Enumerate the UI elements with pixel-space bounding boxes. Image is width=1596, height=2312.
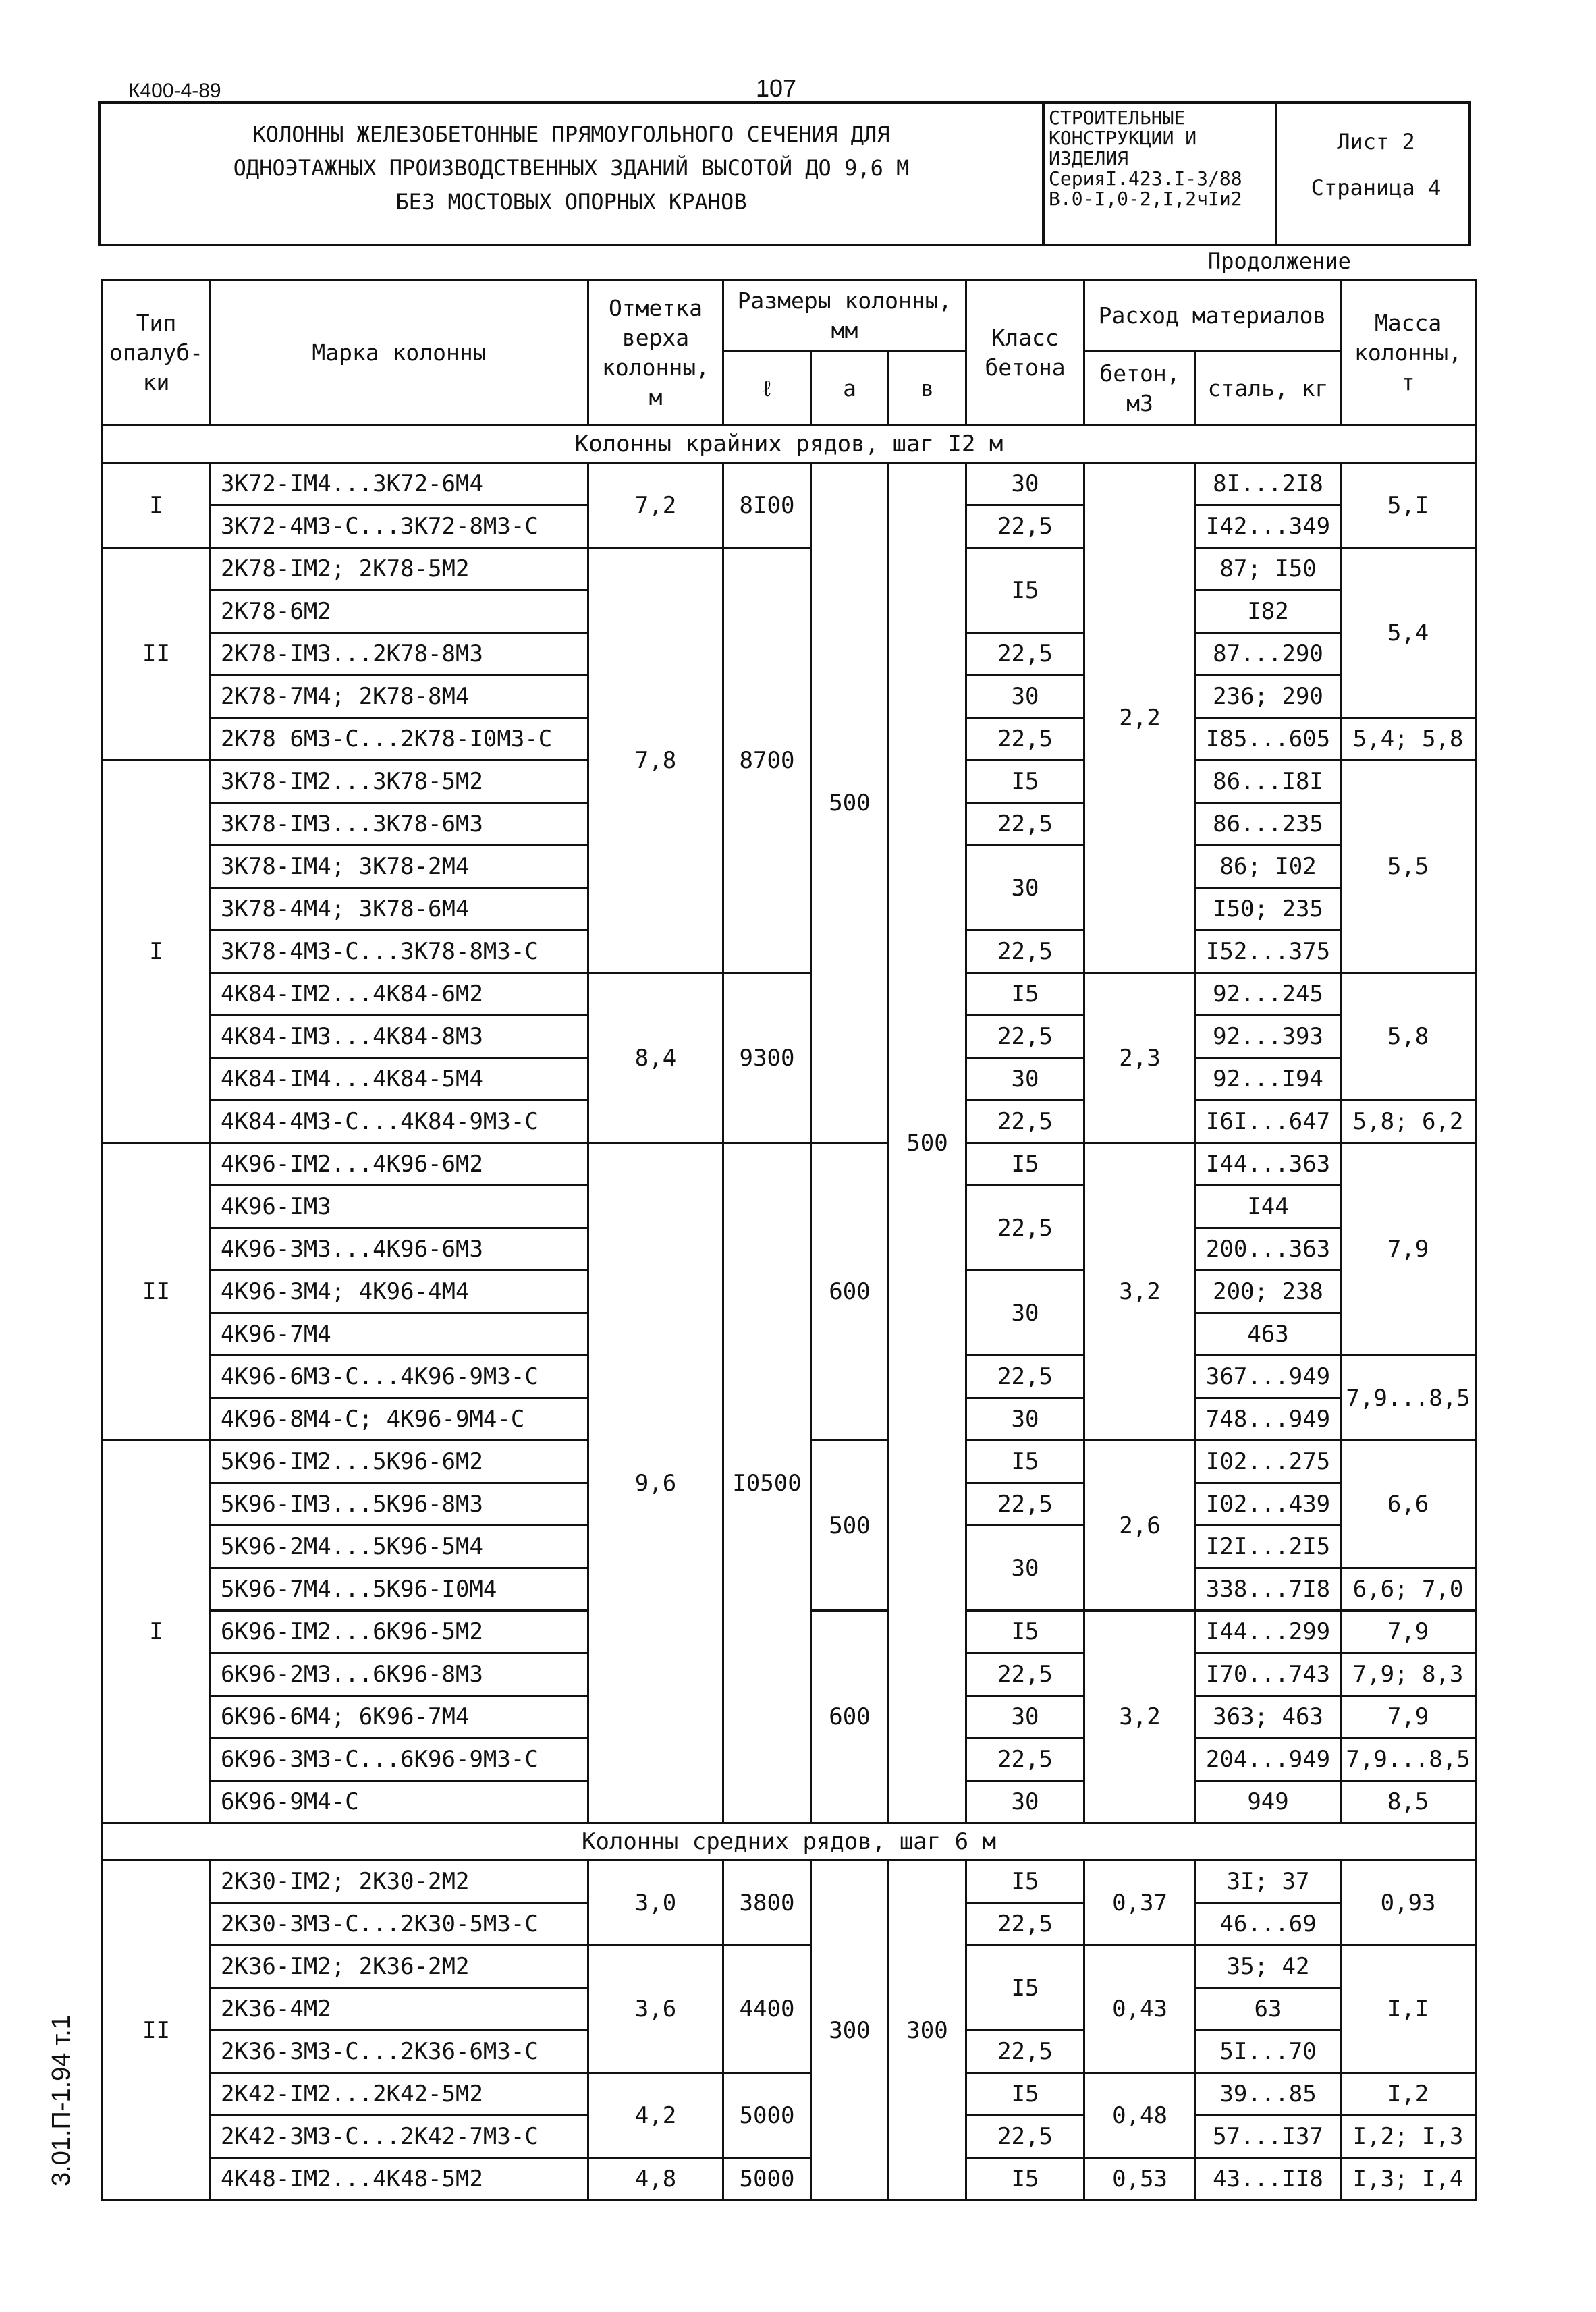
column-mark: 4К96-3М3...4К96-6М3	[211, 1228, 588, 1271]
concrete-class: I5	[966, 1861, 1084, 1903]
column-mark: 4К96-8М4-С; 4К96-9М4-С	[211, 1398, 588, 1441]
dimension-a: 300	[811, 1861, 889, 2201]
steel-mass: I70...743	[1196, 1653, 1341, 1696]
concrete-class: 22,5	[966, 2116, 1084, 2158]
steel-mass: 363; 463	[1196, 1696, 1341, 1738]
column-mark: 2К30-IМ2; 2К30-2М2	[211, 1861, 588, 1903]
sheet-info	[1278, 119, 1474, 211]
concrete-class: 22,5	[966, 1101, 1084, 1143]
length: 5000	[723, 2158, 811, 2201]
concrete-volume: 2,3	[1084, 973, 1196, 1143]
steel-mass: 338...7I8	[1196, 1568, 1341, 1611]
column-mass: 7,9...8,5	[1341, 1356, 1476, 1441]
steel-mass: I2I...2I5	[1196, 1526, 1341, 1568]
concrete-class: 30	[966, 1398, 1084, 1441]
column-mass: 7,9	[1341, 1143, 1476, 1356]
column-mark: 3К78-IМ2...3К78-5М2	[211, 761, 588, 803]
concrete-volume: 0,48	[1084, 2073, 1196, 2158]
steel-mass: 463	[1196, 1313, 1341, 1356]
header-concrete: бетон, м3	[1084, 352, 1196, 426]
concrete-volume: 2,2	[1084, 463, 1196, 973]
concrete-class: I5	[966, 548, 1084, 633]
side-code: 3.01.П-1.94 т.1	[47, 2015, 76, 2186]
concrete-class: I5	[966, 1611, 1084, 1653]
concrete-class: I5	[966, 1143, 1084, 1186]
column-mark: 4К96-IМ2...4К96-6М2	[211, 1143, 588, 1186]
steel-mass: 46...69	[1196, 1903, 1341, 1946]
steel-mass: I44...363	[1196, 1143, 1341, 1186]
formwork-type: II	[103, 1143, 211, 1441]
steel-mass: 8I...2I8	[1196, 463, 1341, 505]
column-mark: 6К96-IМ2...6К96-5М2	[211, 1611, 588, 1653]
concrete-class: 30	[966, 1058, 1084, 1101]
elevation: 7,8	[588, 548, 723, 973]
concrete-class: 22,5	[966, 931, 1084, 973]
dimension-a: 500	[811, 1441, 889, 1611]
column-mass: 7,9...8,5	[1341, 1738, 1476, 1781]
column-mark: 2К36-4М2	[211, 1988, 588, 2031]
header-type: Тип опалуб- ки	[103, 281, 211, 426]
column-mark: 4К84-IМ3...4К84-8М3	[211, 1016, 588, 1058]
title-line: ОДНОЭТАЖНЫХ ПРОИЗВОДСТВЕННЫХ ЗДАНИЙ ВЫСОТОЙ ДО 9,6 М	[233, 155, 910, 181]
section-title: Колонны крайних рядов, шаг I2 м	[103, 426, 1476, 463]
title-divider	[1042, 104, 1045, 244]
steel-mass: 204...949	[1196, 1738, 1341, 1781]
header-a: а	[811, 352, 889, 426]
column-mark: 2К42-IМ2...2К42-5М2	[211, 2073, 588, 2116]
steel-mass: 949	[1196, 1781, 1341, 1823]
column-mass: 5,5	[1341, 761, 1476, 973]
concrete-class: 30	[966, 846, 1084, 931]
steel-mass: 86; I02	[1196, 846, 1341, 888]
length: 8700	[723, 548, 811, 973]
concrete-class: I5	[966, 2158, 1084, 2201]
column-mass: 7,9; 8,3	[1341, 1653, 1476, 1696]
steel-mass: 200...363	[1196, 1228, 1341, 1271]
column-mark: 6К96-3М3-С...6К96-9М3-С	[211, 1738, 588, 1781]
section-title: Колонны средних рядов, шаг 6 м	[103, 1823, 1476, 1861]
column-mark: 2К36-IМ2; 2К36-2М2	[211, 1946, 588, 1988]
column-mark: 3К72-IМ4...3К72-6М4	[211, 463, 588, 505]
column-mark: 2К36-3М3-С...2К36-6М3-С	[211, 2031, 588, 2073]
dimension-b: 500	[889, 463, 966, 1823]
column-mark: 4К84-IМ2...4К84-6М2	[211, 973, 588, 1016]
steel-mass: 86...235	[1196, 803, 1341, 846]
column-mark: 6К96-6М4; 6К96-7М4	[211, 1696, 588, 1738]
formwork-type: I	[103, 1441, 211, 1823]
header-b: в	[889, 352, 966, 426]
title-line: КОЛОННЫ ЖЕЛЕЗОБЕТОННЫЕ ПРЯМОУГОЛЬНОГО СЕЧЕНИЯ ДЛЯ	[252, 121, 890, 147]
title-divider	[1275, 104, 1277, 244]
concrete-class: 22,5	[966, 1653, 1084, 1696]
column-mass: 8,5	[1341, 1781, 1476, 1823]
steel-mass: 3I; 37	[1196, 1861, 1341, 1903]
header-mass: Масса колонны, т	[1341, 281, 1476, 426]
dimension-a: 500	[811, 463, 889, 1143]
steel-mass: I02...439	[1196, 1483, 1341, 1526]
column-mark: 4К96-7М4	[211, 1313, 588, 1356]
concrete-class: 30	[966, 1526, 1084, 1611]
elevation: 3,6	[588, 1946, 723, 2073]
concrete-volume: 3,2	[1084, 1143, 1196, 1441]
steel-mass: I6I...647	[1196, 1101, 1341, 1143]
length: 4400	[723, 1946, 811, 2073]
column-mark: 4К84-4М3-С...4К84-9М3-С	[211, 1101, 588, 1143]
length: 5000	[723, 2073, 811, 2158]
steel-mass: I82	[1196, 590, 1341, 633]
concrete-class: 22,5	[966, 1016, 1084, 1058]
formwork-type: I	[103, 761, 211, 1143]
column-mark: 3К78-4М4; 3К78-6М4	[211, 888, 588, 931]
concrete-class: 22,5	[966, 1483, 1084, 1526]
column-mark: 2К78-7М4; 2К78-8М4	[211, 676, 588, 718]
sheet-page: Страница 4	[1311, 175, 1441, 200]
elevation: 3,0	[588, 1861, 723, 1946]
concrete-class: 22,5	[966, 1356, 1084, 1398]
header-elevation: Отметка верха колонны, м	[588, 281, 723, 426]
concrete-class: 30	[966, 676, 1084, 718]
column-mass: I,2; I,3	[1341, 2116, 1476, 2158]
continuation-label: Продолжение	[1208, 248, 1351, 274]
concrete-class: 22,5	[966, 803, 1084, 846]
concrete-volume: 0,53	[1084, 2158, 1196, 2201]
length: 3800	[723, 1861, 811, 1946]
length: 8I00	[723, 463, 811, 548]
document-title	[101, 117, 1042, 219]
column-mark: 2К78 6М3-С...2К78-I0М3-С	[211, 718, 588, 761]
title-line: БЕЗ МОСТОВЫХ ОПОРНЫХ КРАНОВ	[395, 189, 747, 215]
concrete-volume: 3,2	[1084, 1611, 1196, 1823]
concrete-class: 22,5	[966, 718, 1084, 761]
concrete-class: I5	[966, 1946, 1084, 2031]
org-line: СТРОИТЕЛЬНЫЕ	[1049, 107, 1186, 129]
org-line: ИЗДЕЛИЯ	[1049, 147, 1129, 169]
header-l: ℓ	[723, 352, 811, 426]
column-mark: 2К30-3М3-С...2К30-5М3-С	[211, 1903, 588, 1946]
steel-mass: I52...375	[1196, 931, 1341, 973]
header-steel: сталь, кг	[1196, 352, 1341, 426]
column-mark: 3К78-IМ3...3К78-6М3	[211, 803, 588, 846]
column-mark: 4К48-IМ2...4К48-5М2	[211, 2158, 588, 2201]
column-mark: 3К78-IМ4; 3К78-2М4	[211, 846, 588, 888]
column-mark: 2К78-IМ2; 2К78-5М2	[211, 548, 588, 590]
steel-mass: 39...85	[1196, 2073, 1341, 2116]
concrete-class: I5	[966, 2073, 1084, 2116]
steel-mass: 92...393	[1196, 1016, 1341, 1058]
concrete-class: 30	[966, 1781, 1084, 1823]
column-mass: 7,9	[1341, 1696, 1476, 1738]
column-mark: 4К96-IМ3	[211, 1186, 588, 1228]
concrete-volume: 2,6	[1084, 1441, 1196, 1611]
header-materials: Расход материалов	[1084, 281, 1341, 352]
sheet-number: Лист 2	[1337, 129, 1415, 155]
steel-mass: 57...I37	[1196, 2116, 1341, 2158]
steel-mass: 236; 290	[1196, 676, 1341, 718]
header-dimensions: Размеры колонны, мм	[723, 281, 966, 352]
column-mass: 5,8	[1341, 973, 1476, 1101]
column-mark: 6К96-2М3...6К96-8М3	[211, 1653, 588, 1696]
concrete-volume: 0,37	[1084, 1861, 1196, 1946]
concrete-class: 22,5	[966, 1186, 1084, 1271]
steel-mass: 63	[1196, 1988, 1341, 2031]
column-mass: 5,8; 6,2	[1341, 1101, 1476, 1143]
elevation: 9,6	[588, 1143, 723, 1823]
columns-table	[101, 279, 1477, 2201]
concrete-class: I5	[966, 761, 1084, 803]
steel-mass: 92...245	[1196, 973, 1341, 1016]
column-mass: I,2	[1341, 2073, 1476, 2116]
concrete-class: 22,5	[966, 1903, 1084, 1946]
elevation: 4,2	[588, 2073, 723, 2158]
concrete-class: 22,5	[966, 633, 1084, 676]
steel-mass: I02...275	[1196, 1441, 1341, 1483]
concrete-class: I5	[966, 973, 1084, 1016]
column-mark: 4К96-6М3-С...4К96-9М3-С	[211, 1356, 588, 1398]
concrete-class: I5	[966, 1441, 1084, 1483]
title-block	[98, 101, 1471, 246]
concrete-class: 30	[966, 463, 1084, 505]
column-mass: 7,9	[1341, 1611, 1476, 1653]
steel-mass: 86...I8I	[1196, 761, 1341, 803]
header-mark: Марка колонны	[211, 281, 588, 426]
series-info	[1049, 108, 1271, 209]
concrete-class: 22,5	[966, 2031, 1084, 2073]
steel-mass: 748...949	[1196, 1398, 1341, 1441]
column-mark: 2К78-IМ3...2К78-8М3	[211, 633, 588, 676]
column-mass: 6,6	[1341, 1441, 1476, 1568]
elevation: 8,4	[588, 973, 723, 1143]
concrete-class: 30	[966, 1271, 1084, 1356]
column-mass: I,3; I,4	[1341, 2158, 1476, 2201]
steel-mass: I44...299	[1196, 1611, 1341, 1653]
steel-mass: I44	[1196, 1186, 1341, 1228]
column-mass: 5,4; 5,8	[1341, 718, 1476, 761]
column-mass: 6,6; 7,0	[1341, 1568, 1476, 1611]
steel-mass: 87...290	[1196, 633, 1341, 676]
column-mark: 2К42-3М3-С...2К42-7М3-С	[211, 2116, 588, 2158]
page-number: 107	[756, 74, 797, 102]
column-mark: 2К78-6М2	[211, 590, 588, 633]
column-mass: 5,4	[1341, 548, 1476, 718]
dimension-a: 600	[811, 1143, 889, 1441]
concrete-class: 30	[966, 1696, 1084, 1738]
document-code: К400-4-89	[128, 80, 221, 102]
column-mark: 6К96-9М4-С	[211, 1781, 588, 1823]
column-mark: 5К96-IМ2...5К96-6М2	[211, 1441, 588, 1483]
steel-mass: I42...349	[1196, 505, 1341, 548]
concrete-volume: 0,43	[1084, 1946, 1196, 2073]
steel-mass: I85...605	[1196, 718, 1341, 761]
concrete-class: 22,5	[966, 505, 1084, 548]
org-line: КОНСТРУКЦИИ И	[1049, 127, 1197, 149]
formwork-type: II	[103, 548, 211, 761]
column-mark: 3К78-4М3-С...3К78-8М3-С	[211, 931, 588, 973]
steel-mass: 87; I50	[1196, 548, 1341, 590]
column-mark: 5К96-2М4...5К96-5М4	[211, 1526, 588, 1568]
steel-mass: I50; 235	[1196, 888, 1341, 931]
formwork-type: II	[103, 1861, 211, 2201]
column-mass: I,I	[1341, 1946, 1476, 2073]
column-mark: 5К96-IМ3...5К96-8М3	[211, 1483, 588, 1526]
header-concrete-class: Класс бетона	[966, 281, 1084, 426]
column-mass: 0,93	[1341, 1861, 1476, 1946]
column-mark: 4К96-3М4; 4К96-4М4	[211, 1271, 588, 1313]
length: I0500	[723, 1143, 811, 1823]
elevation: 4,8	[588, 2158, 723, 2201]
column-mark: 5К96-7М4...5К96-I0М4	[211, 1568, 588, 1611]
column-mark: 4К84-IМ4...4К84-5М4	[211, 1058, 588, 1101]
column-mass: 5,I	[1341, 463, 1476, 548]
length: 9300	[723, 973, 811, 1143]
steel-mass: 367...949	[1196, 1356, 1341, 1398]
formwork-type: I	[103, 463, 211, 548]
elevation: 7,2	[588, 463, 723, 548]
steel-mass: 92...I94	[1196, 1058, 1341, 1101]
issue-line: В.0-I,0-2,I,2чIи2	[1049, 188, 1242, 210]
steel-mass: 5I...70	[1196, 2031, 1341, 2073]
dimension-a: 600	[811, 1611, 889, 1823]
steel-mass: 43...II8	[1196, 2158, 1341, 2201]
column-mark: 3К72-4М3-С...3К72-8М3-С	[211, 505, 588, 548]
dimension-b: 300	[889, 1861, 966, 2201]
series-line: СерияI.423.I-3/88	[1049, 167, 1242, 190]
concrete-class: 22,5	[966, 1738, 1084, 1781]
steel-mass: 200; 238	[1196, 1271, 1341, 1313]
steel-mass: 35; 42	[1196, 1946, 1341, 1988]
